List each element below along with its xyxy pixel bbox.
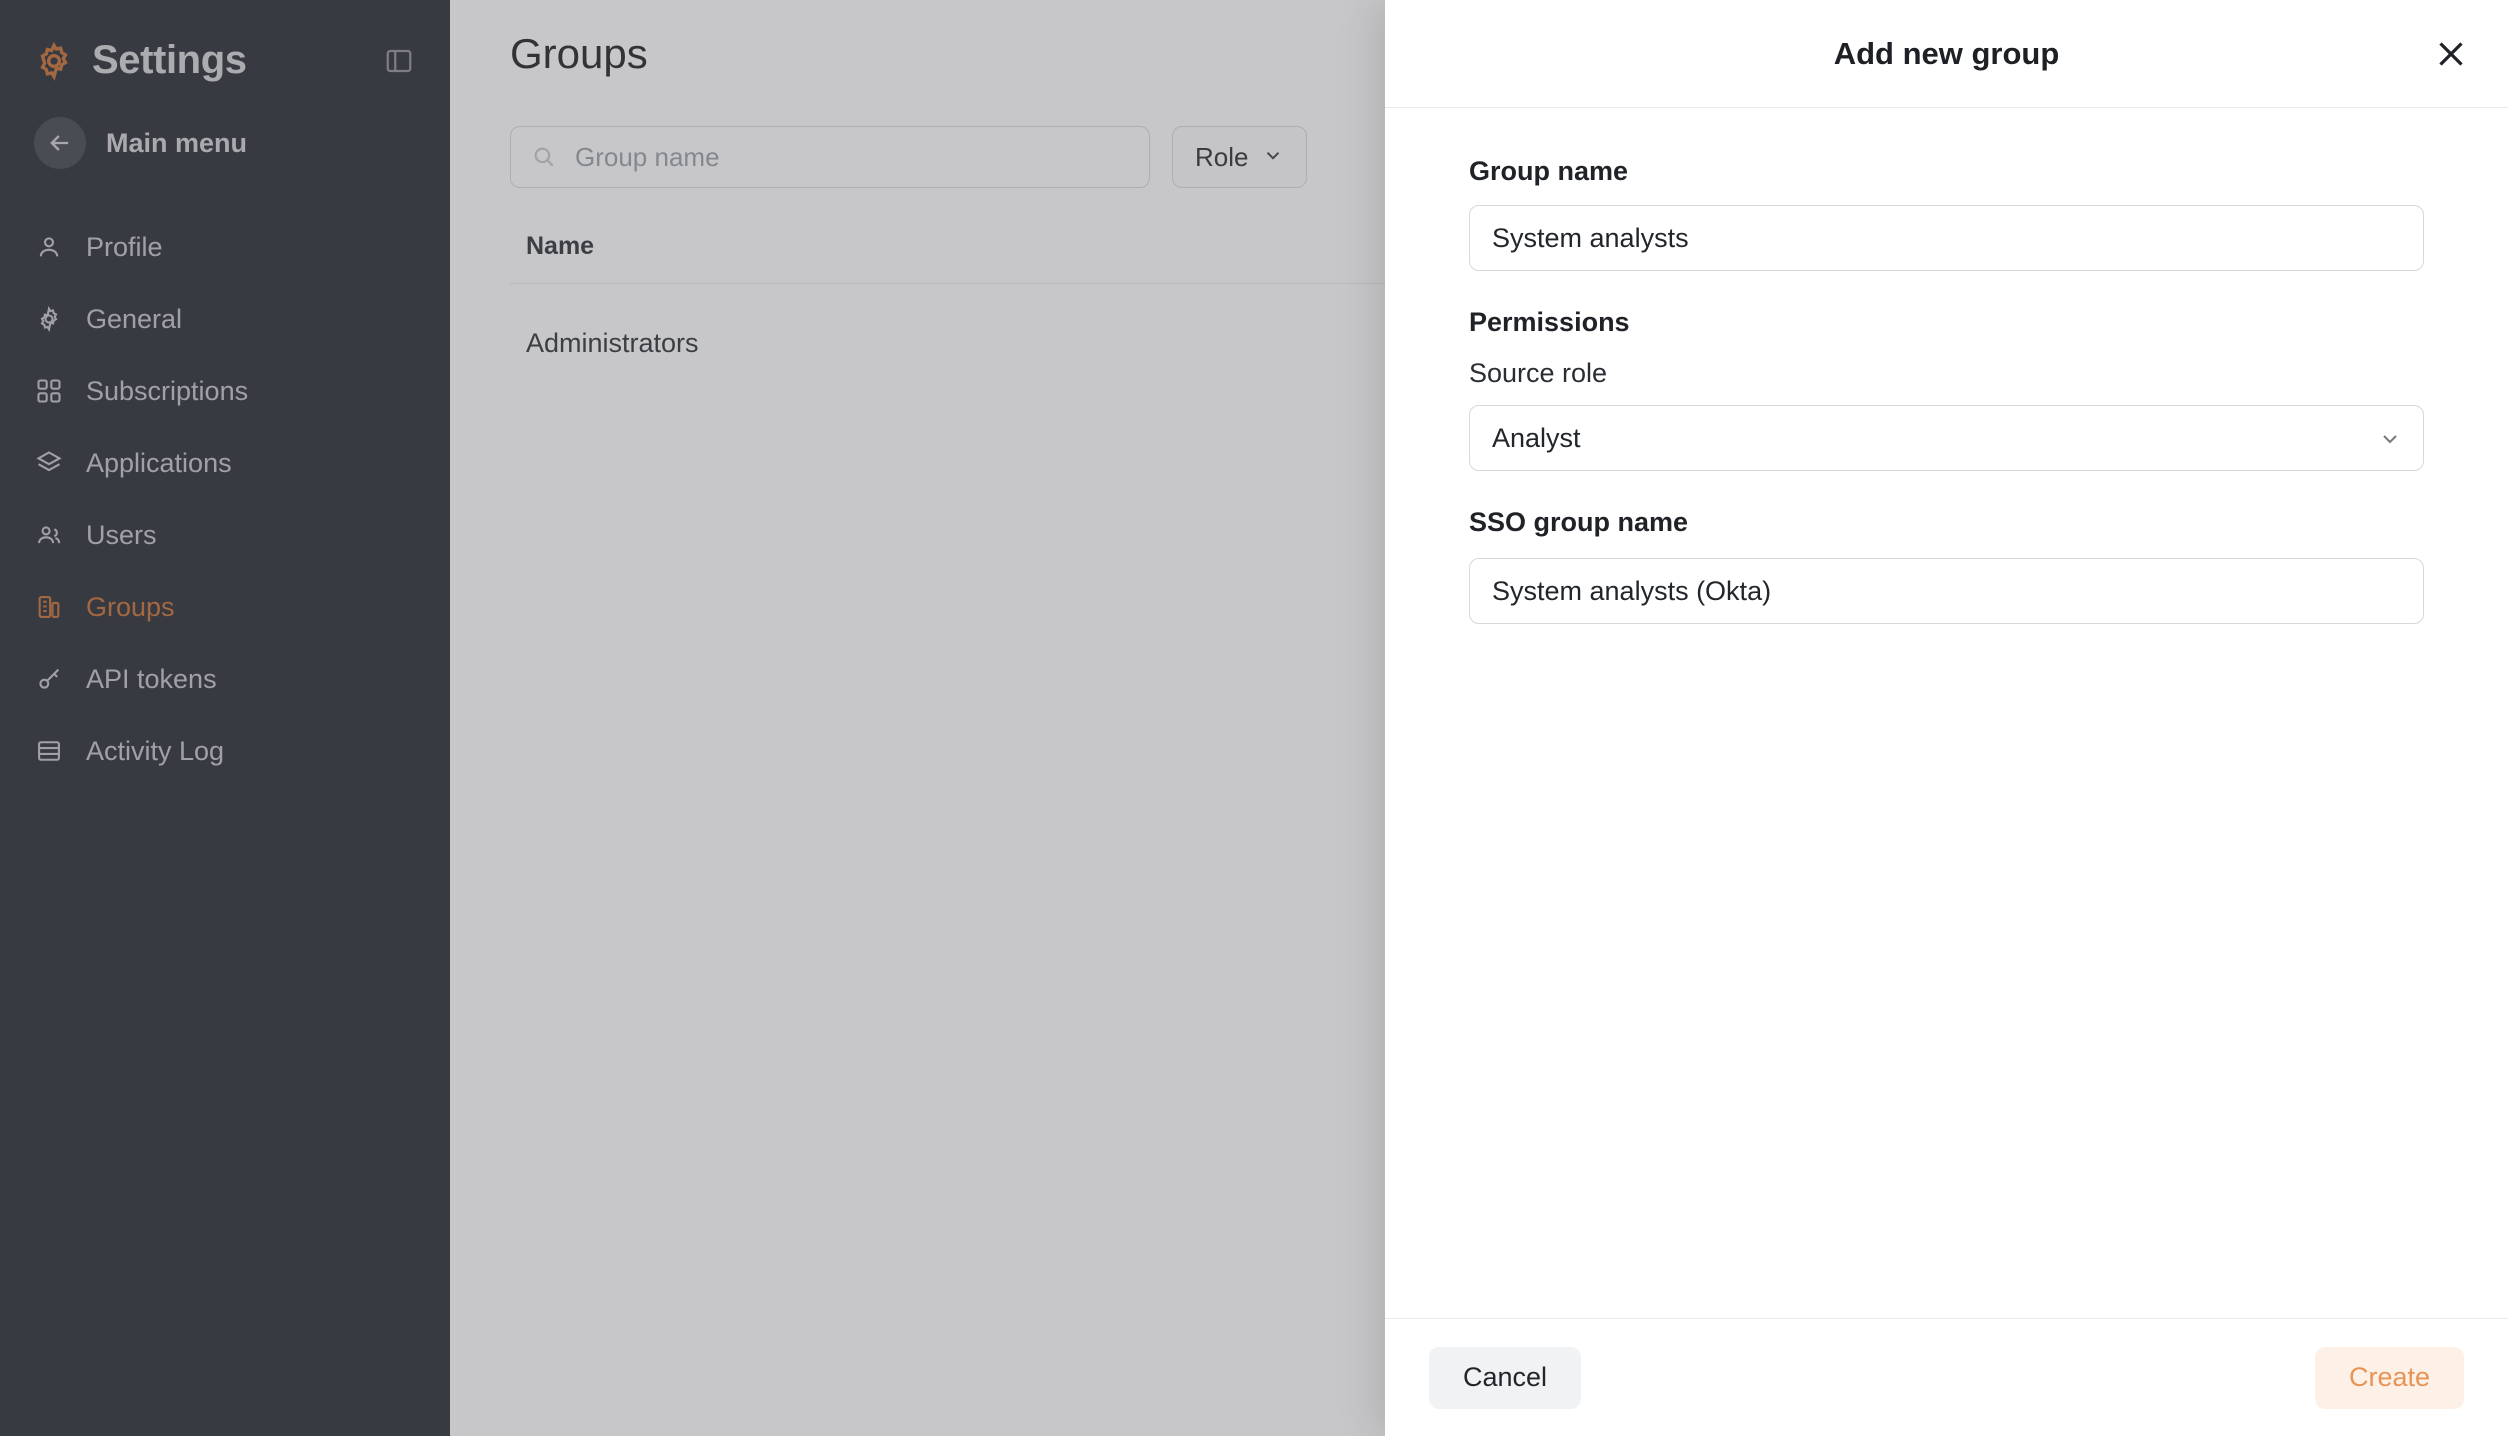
close-icon[interactable] [2428, 31, 2474, 77]
main-menu-label: Main menu [106, 127, 248, 158]
sso-group-name-input[interactable] [1469, 558, 2424, 624]
sidebar-item-label: General [86, 303, 183, 334]
drawer-header [1385, 0, 2508, 108]
column-header-name: Name [526, 232, 595, 260]
sidebar-item-label: Users [86, 519, 157, 550]
sidebar-item-label: Groups [86, 591, 175, 622]
add-new-group-drawer [1385, 0, 2508, 1436]
sidebar-item-label: Activity Log [86, 735, 225, 766]
role-filter-label: Role [1195, 141, 1249, 172]
group-name-label: Group name [1469, 156, 1629, 186]
groups-page-title: Groups [510, 30, 648, 77]
drawer-title: Add new group [1833, 35, 2060, 71]
sidebar-item-label: Subscriptions [86, 375, 249, 406]
source-role-select-wrap [1469, 405, 2424, 471]
sidebar-item-label: API tokens [86, 663, 217, 694]
source-role-value: Analyst [1492, 422, 1581, 453]
chevron-down-icon [2378, 426, 2402, 450]
page-title: Settings [92, 38, 247, 82]
sidebar-item-label: Profile [86, 231, 163, 262]
permissions-label: Permissions [1469, 307, 1630, 337]
drawer-body [1385, 108, 2508, 1318]
source-role-select[interactable] [1469, 405, 2424, 471]
source-role-label: Source role [1469, 358, 1608, 388]
group-name-cell: Administrators [526, 328, 699, 358]
sidebar-item-label: Applications [86, 447, 232, 478]
cancel-button[interactable]: Cancel [1429, 1347, 1581, 1409]
sso-group-name-label: SSO group name [1469, 507, 1689, 537]
drawer-footer [1385, 1318, 2508, 1436]
group-name-input[interactable] [1469, 205, 2424, 271]
create-button[interactable]: Create [2315, 1347, 2464, 1409]
